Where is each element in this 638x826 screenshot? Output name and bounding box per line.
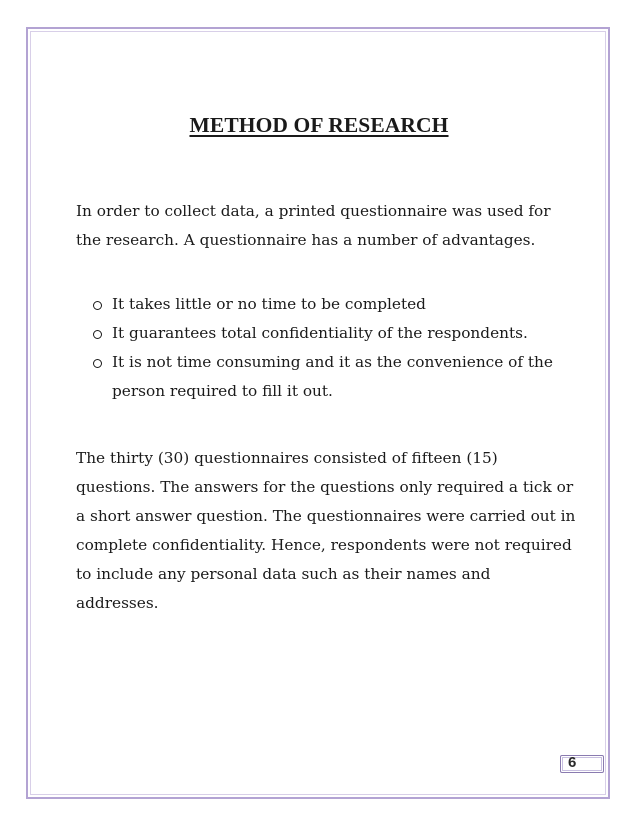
intro-paragraph: In order to collect data, a printed questionnaire was used for the research. A questionnaire has a number of advantages.	[76, 202, 551, 249]
bullet-icon	[93, 330, 102, 339]
body-paragraph: The thirty (30) questionnaires consisted of fifteen (15) questions. The answers for the questions only required a tick or a short answer question. The questionnaires were carried out in complete confidentiality. Hence, respondents were not required to include any personal data such as their names and addresses.	[76, 449, 576, 612]
list-item	[76, 290, 576, 319]
list-item-text: It guarantees total confidentiality of the respondents.	[112, 324, 528, 342]
page-number: 6	[568, 754, 577, 771]
list-item	[76, 319, 576, 348]
list-item-text: It takes little or no time to be completed	[112, 295, 426, 313]
advantages-list	[76, 290, 576, 406]
list-item-text: It is not time consuming and it as the convenience of the person required to fill it out.	[112, 353, 553, 400]
page-number-box	[560, 755, 604, 773]
page-border-inner	[30, 31, 606, 795]
bullet-icon	[93, 359, 102, 368]
list-item	[76, 348, 576, 406]
bullet-icon	[93, 301, 102, 310]
page-title: METHOD OF RESEARCH	[189, 113, 449, 137]
